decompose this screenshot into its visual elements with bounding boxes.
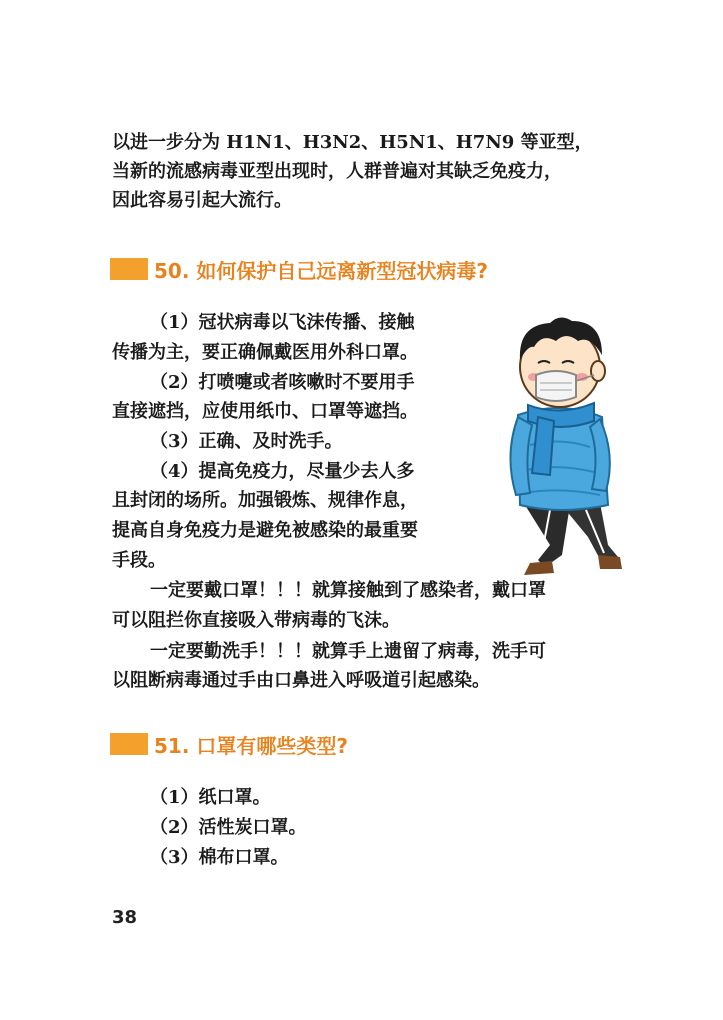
s50-line-2: 传播为主，要正确佩戴医用外科口罩。 — [112, 342, 418, 363]
s50-line-5: （3）正确、及时洗手。 — [150, 431, 343, 452]
s50-line-7: 且封闭的场所。加强锻炼、规律作息， — [112, 490, 418, 511]
s50-line-10: 一定要戴口罩！！！就算接触到了感染者，戴口罩 — [150, 580, 546, 601]
s51-item-3: （3）棉布口罩。 — [150, 847, 289, 868]
s51-item-1: （1）纸口罩。 — [150, 787, 271, 808]
s50-line-12: 一定要勤洗手！！！就算手上遗留了病毒，洗手可 — [150, 641, 546, 662]
s51-item-2: （2）活性炭口罩。 — [150, 817, 307, 838]
section-50-title: 50. 如何保护自己远离新型冠状病毒? — [154, 258, 488, 283]
intro-line-1: 以进一步分为 H1N1、H3N2、H5N1、H7N9 等亚型， — [112, 132, 593, 153]
s50-line-9: 手段。 — [112, 550, 166, 571]
heading-accent-bar — [110, 733, 148, 755]
s50-line-4: 直接遮挡，应使用纸巾、口罩等遮挡。 — [112, 401, 418, 422]
section-51-heading — [110, 729, 348, 759]
page-number: 38 — [112, 907, 138, 928]
s50-line-8: 提高自身免疫力是避免被感染的最重要 — [112, 520, 418, 541]
section-51-title: 51. 口罩有哪些类型? — [154, 733, 348, 758]
s50-line-3: （2）打喷嚏或者咳嗽时不要用手 — [150, 372, 415, 393]
heading-accent-bar — [110, 258, 148, 280]
masked-boy-illustration — [490, 305, 625, 577]
intro-line-2: 当新的流感病毒亚型出现时，人群普遍对其缺乏免疫力， — [112, 161, 562, 182]
s50-line-1: （1）冠状病毒以飞沫传播、接触 — [150, 312, 415, 333]
section-50-heading — [110, 254, 488, 284]
s50-line-11: 可以阻拦你直接吸入带病毒的飞沫。 — [112, 610, 400, 631]
s50-line-13: 以阻断病毒通过手由口鼻进入呼吸道引起感染。 — [112, 670, 490, 691]
intro-line-3: 因此容易引起大流行。 — [112, 190, 292, 211]
s50-line-6: （4）提高免疫力，尽量少去人多 — [150, 461, 415, 482]
